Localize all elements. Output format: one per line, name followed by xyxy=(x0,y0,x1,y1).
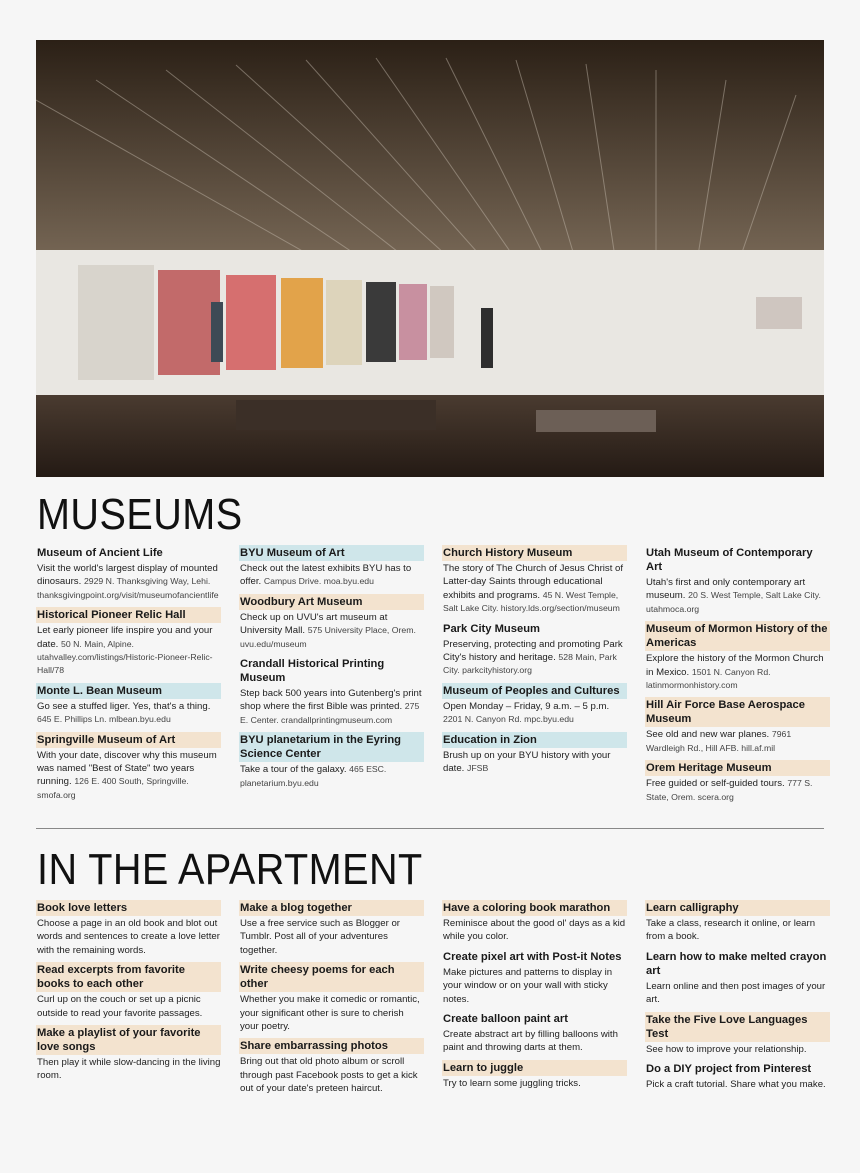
activity-entry xyxy=(442,1011,627,1055)
entry-title: Make a playlist of your favorite love songs xyxy=(36,1025,221,1055)
entry-description xyxy=(645,576,830,616)
entry-address: 50 N. Main, Alpine. utahvalley.com/listings/Historic-Pioneer-Relic-Hall/78 xyxy=(37,638,213,676)
entry-description-text: Learn online and then post images of your art. xyxy=(646,980,826,1006)
entry-description-text: Bring out that old photo album or scroll through past Facebook posts to get a kick out of your date's preteen haircut. xyxy=(240,1056,418,1095)
museum-entry xyxy=(36,545,221,602)
entry-description-text: With your date, discover why this museum was named "Best of State" two years running. xyxy=(37,749,217,788)
museum-entry xyxy=(239,656,424,727)
entry-title: Do a DIY project from Pinterest xyxy=(646,1063,812,1076)
entry-title: Museum of Ancient Life xyxy=(37,547,163,559)
entry-address: 575 University Place, Orem. uvu.edu/museum xyxy=(240,625,416,649)
entry-description xyxy=(239,1055,424,1095)
museums-column xyxy=(239,545,424,809)
entry-title: Education in Zion xyxy=(442,732,627,748)
entry-description-text: Create abstract art by filling balloons with paint and throwing darts at them. xyxy=(443,1029,618,1054)
activity-entry xyxy=(36,900,221,957)
entry-description xyxy=(645,1078,830,1091)
activity-entry xyxy=(645,1012,830,1056)
museums-column xyxy=(36,545,221,809)
entry-description-text: Whether you make it comedic or romantic, your significant other is sure to cherish your poetry. xyxy=(240,994,420,1033)
entry-description-text: Use a free service such as Blogger or Tumblr. Post all of your adventures together. xyxy=(240,918,400,956)
entry-description xyxy=(442,1077,627,1090)
museum-entry xyxy=(239,732,424,790)
entry-description-text: Brush up on your BYU history with your date. xyxy=(443,749,611,775)
entry-address: 1501 N. Canyon Rd. latinmormonhistory.com xyxy=(646,666,771,691)
entry-description-text: Step back 500 years into Gutenberg's print shop where the first Bible was printed. xyxy=(240,688,422,713)
entry-title: Museum of Peoples and Cultures xyxy=(442,683,627,699)
entry-title: Crandall Historical Printing Museum xyxy=(240,658,385,685)
entry-title: Learn calligraphy xyxy=(645,900,830,916)
entry-title: BYU Museum of Art xyxy=(239,545,424,561)
entry-description-text: Preserving, protecting and promoting Park City's history and heritage. xyxy=(443,638,623,664)
entry-description xyxy=(442,917,627,944)
activity-entry xyxy=(239,962,424,1033)
entry-description-text: Choose a page in an old book and blot out words and sentences to create a love letter with the remaining words. xyxy=(37,918,220,956)
entry-description xyxy=(442,966,627,1006)
entry-address: 777 S. State, Orem. scera.org xyxy=(646,778,813,802)
entry-address: 465 ESC. planetarium.byu.edu xyxy=(240,764,387,788)
entry-title: Share embarrassing photos xyxy=(239,1038,424,1054)
activity-entry xyxy=(442,900,627,944)
museum-entry xyxy=(645,697,830,755)
museum-entry xyxy=(239,545,424,589)
museum-entry xyxy=(645,545,830,616)
entry-title: Park City Museum xyxy=(443,622,540,635)
apartment-column xyxy=(442,900,627,1101)
activity-entry xyxy=(36,1025,221,1083)
museums-column xyxy=(442,545,627,809)
entry-description-text: Curl up on the couch or set up a picnic outside to read your favorite passages. xyxy=(37,994,203,1019)
entry-description xyxy=(442,562,627,616)
entry-description xyxy=(239,763,424,790)
museum-entry xyxy=(645,760,830,804)
entry-description xyxy=(645,728,830,755)
entry-description xyxy=(442,700,627,727)
entry-title: Learn how to make melted crayon art xyxy=(646,950,827,977)
activity-entry xyxy=(239,1038,424,1095)
entry-description xyxy=(442,749,627,776)
entry-title: Read excerpts from favorite books to each other xyxy=(36,962,221,992)
gallery-photo xyxy=(36,40,824,477)
activity-entry xyxy=(645,900,830,944)
entry-description-text: Go see a stuffed liger. Yes, that's a thing. xyxy=(37,700,211,712)
entry-title: Learn to juggle xyxy=(442,1060,627,1076)
entry-description-text: The story of The Church of Jesus Christ of Latter-day Saints through educational exhibits and programs. xyxy=(443,563,624,601)
entry-description-text: Try to learn some juggling tricks. xyxy=(443,1077,581,1089)
entry-address: 2201 N. Canyon Rd. mpc.byu.edu xyxy=(443,714,574,725)
entry-description xyxy=(36,624,221,678)
entry-description xyxy=(239,611,424,651)
entry-address: 528 Main, Park City. parkcityhistory.org xyxy=(443,652,617,676)
entry-title: Utah Museum of Contemporary Art xyxy=(646,547,813,573)
apartment-column xyxy=(36,900,221,1101)
section-divider xyxy=(36,828,824,829)
entry-address: 126 E. 400 South, Springville. smofa.org xyxy=(37,776,189,800)
entry-title: BYU planetarium in the Eyring Science Center xyxy=(239,732,424,762)
activity-entry xyxy=(645,1061,830,1091)
entry-description xyxy=(36,1056,221,1083)
entry-title: Create pixel art with Post-it Notes xyxy=(443,950,622,963)
entry-title: Monte L. Bean Museum xyxy=(36,683,221,699)
apartment-columns xyxy=(36,900,830,1101)
entry-description xyxy=(36,749,221,803)
entry-description-text: Utah's first and only contemporary art museum. xyxy=(646,577,806,602)
entry-address: JFSB xyxy=(467,763,489,774)
entry-address: 20 S. West Temple, Salt Lake City. utahmoca.org xyxy=(646,590,821,614)
entry-description-text: See old and new war planes. xyxy=(646,729,770,741)
museum-entry xyxy=(442,732,627,776)
entry-title: Write cheesy poems for each other xyxy=(239,962,424,992)
entry-description-text: Then play it while slow-dancing in the living room. xyxy=(37,1057,221,1082)
activity-entry xyxy=(36,962,221,1020)
entry-description xyxy=(239,687,424,727)
activity-entry xyxy=(239,900,424,957)
museum-entry xyxy=(442,621,627,678)
entry-description xyxy=(36,562,221,602)
entry-address: 645 E. Phillips Ln. mlbean.byu.edu xyxy=(37,714,171,725)
gallery-photo-illustration xyxy=(36,40,824,477)
entry-address: 2929 N. Thanksgiving Way, Lehi. thanksgivingpoint.org/visit/museumofancientlife xyxy=(37,576,219,600)
entry-description-text: See how to improve your relationship. xyxy=(646,1043,807,1055)
entry-address: 45 N. West Temple, Salt Lake City. history.lds.org/section/museum xyxy=(443,589,620,614)
entry-description xyxy=(645,652,830,692)
entry-description xyxy=(442,638,627,678)
entry-description-text: Make pictures and patterns to display in your window or on your wall with sticky notes. xyxy=(443,966,613,1005)
museum-entry xyxy=(36,732,221,803)
entry-description xyxy=(442,1028,627,1055)
entry-description-text: Take a class, research it online, or learn from a book. xyxy=(646,918,816,943)
entry-description xyxy=(36,917,221,957)
entry-title: Hill Air Force Base Aerospace Museum xyxy=(645,697,830,727)
section-heading-museums: MUSEUMS xyxy=(37,490,243,539)
entry-description xyxy=(645,917,830,944)
activity-entry xyxy=(645,949,830,1007)
entry-title: Make a blog together xyxy=(239,900,424,916)
museum-entry xyxy=(442,683,627,727)
section-heading-apartment: IN THE APARTMENT xyxy=(37,845,423,894)
entry-title: Woodbury Art Museum xyxy=(239,594,424,610)
entry-title: Create balloon paint art xyxy=(443,1013,568,1026)
entry-description-text: Pick a craft tutorial. Share what you make. xyxy=(646,1079,826,1091)
entry-description-text: Reminisce about the good ol' days as a kid while you color. xyxy=(443,918,626,943)
entry-address: 7961 Wardleigh Rd., Hill AFB. hill.af.mil xyxy=(646,729,792,753)
entry-description-text: Visit the world's largest display of mounted dinosaurs. xyxy=(37,563,218,588)
museum-entry xyxy=(645,621,830,692)
entry-title: Museum of Mormon History of the Americas xyxy=(645,621,830,651)
entry-description-text: Let early pioneer life inspire you and your date. xyxy=(37,625,213,650)
entry-address: Campus Drive. moa.byu.edu xyxy=(263,576,374,587)
entry-title: Historical Pioneer Relic Hall xyxy=(36,607,221,623)
activity-entry xyxy=(442,949,627,1006)
entry-description xyxy=(645,980,830,1007)
entry-title: Have a coloring book marathon xyxy=(442,900,627,916)
museums-column xyxy=(645,545,830,809)
entry-title: Book love letters xyxy=(36,900,221,916)
entry-description-text: Check up on UVU's art museum at University Mall. xyxy=(240,611,388,637)
entry-description-text: Free guided or self-guided tours. xyxy=(646,778,785,790)
entry-description-text: Open Monday – Friday, 9 a.m. – 5 p.m. xyxy=(443,700,610,712)
entry-title: Springville Museum of Art xyxy=(36,732,221,748)
entry-description-text: Take a tour of the galaxy. xyxy=(240,764,347,776)
entry-title: Take the Five Love Languages Test xyxy=(645,1012,830,1042)
entry-title: Orem Heritage Museum xyxy=(645,760,830,776)
entry-description xyxy=(645,777,830,804)
activity-entry xyxy=(442,1060,627,1090)
apartment-column xyxy=(239,900,424,1101)
entry-description xyxy=(36,993,221,1020)
entry-description xyxy=(239,917,424,957)
entry-description xyxy=(645,1043,830,1056)
entry-address: 275 E. Center. crandallprintingmuseum.com xyxy=(240,701,420,725)
entry-description-text: Explore the history of the Mormon Church in Mexico. xyxy=(646,653,824,678)
museum-entry xyxy=(239,594,424,651)
apartment-column xyxy=(645,900,830,1101)
museum-entry xyxy=(442,545,627,616)
entry-description xyxy=(36,700,221,727)
entry-description xyxy=(239,562,424,589)
entry-description-text: Check out the latest exhibits BYU has to offer. xyxy=(240,563,412,588)
museum-entry xyxy=(36,683,221,727)
entry-title: Church History Museum xyxy=(442,545,627,561)
entry-description xyxy=(239,993,424,1033)
museum-entry xyxy=(36,607,221,678)
museums-columns xyxy=(36,545,830,809)
